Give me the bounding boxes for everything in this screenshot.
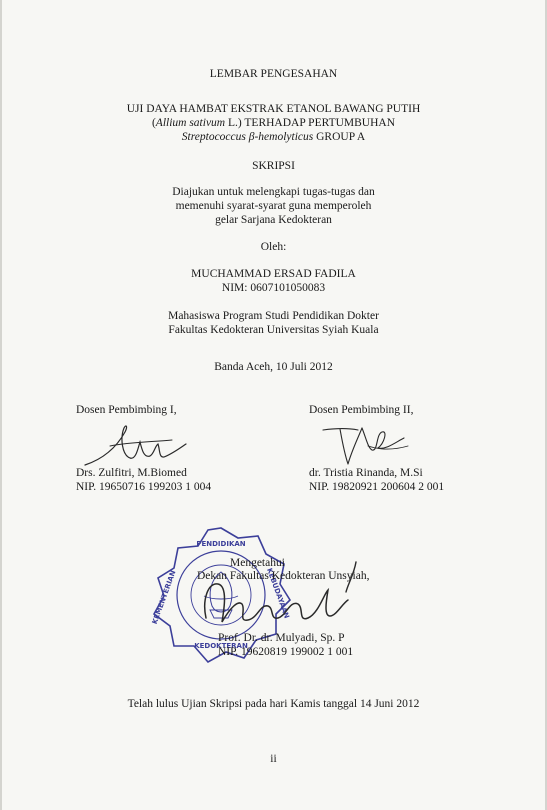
supervisor-2-role: Dosen Pembimbing II, xyxy=(309,404,414,416)
supervisor-2-signature xyxy=(318,420,413,470)
thesis-title-line-1: UJI DAYA HAMBAT EKSTRAK ETANOL BAWANG PUTIH xyxy=(126,103,421,115)
svg-text:KEBUDAYAAN: KEBUDAYAAN xyxy=(265,567,291,620)
acknowledged-label: Mengetahui xyxy=(230,557,285,569)
purpose-line-2: memenuhi syarat-syarat guna memperoleh xyxy=(175,200,372,212)
thesis-title-line-3: Streptococcus β-hemolyticus GROUP A xyxy=(181,131,366,143)
affiliation-line-1: Mahasiswa Program Studi Pendidikan Dokter xyxy=(168,310,379,322)
place-date: Banda Aceh, 10 Juli 2012 xyxy=(214,361,333,373)
supervisor-2-name: dr. Tristia Rinanda, M.Si xyxy=(309,467,423,479)
affiliation-line-2: Fakultas Kedokteran Universitas Syiah Kuala xyxy=(168,324,379,336)
svg-text:KEMENTERIAN: KEMENTERIAN xyxy=(150,569,178,626)
purpose-line-3: gelar Sarjana Kedokteran xyxy=(215,214,332,226)
thesis-title-line-2: (Allium sativum L.) TERHADAP PERTUMBUHAN xyxy=(151,117,396,129)
exam-note: Telah lulus Ujian Skripsi pada hari Kamis tanggal 14 Juni 2012 xyxy=(127,698,420,710)
dean-signature xyxy=(178,560,368,638)
supervisor-1-name: Drs. Zulfitri, M.Biomed xyxy=(76,467,187,479)
by-label: Oleh: xyxy=(260,241,287,253)
page-heading: LEMBAR PENGESAHAN xyxy=(209,68,338,80)
supervisor-1-nip: NIP. 19650716 199203 1 004 xyxy=(76,481,212,493)
svg-text:PENDIDIKAN: PENDIDIKAN xyxy=(196,540,246,548)
author-name: MUCHAMMAD ERSAD FADILA xyxy=(191,268,356,280)
document-type: SKRIPSI xyxy=(252,160,295,172)
supervisor-2-nip: NIP. 19820921 200604 2 001 xyxy=(309,481,445,493)
bacteria-name: Streptococcus β-hemolyticus xyxy=(181,131,314,143)
author-nim: NIM: 0607101050083 xyxy=(221,282,326,294)
svg-text:KEDOKTERAN: KEDOKTERAN xyxy=(194,642,248,650)
purpose-line-1: Diajukan untuk melengkapi tugas-tugas dan xyxy=(172,186,375,198)
dean-nip: NIP. 19620819 199002 1 001 xyxy=(218,646,354,658)
species-name: Allium sativum xyxy=(155,117,226,129)
page-number: ii xyxy=(270,753,277,765)
dean-name: Prof. Dr. dr. Mulyadi, Sp. P xyxy=(218,632,345,644)
dean-title: Dekan Fakultas Kedokteran Unsyiah, xyxy=(197,570,370,582)
supervisor-1-role: Dosen Pembimbing I, xyxy=(76,404,177,416)
